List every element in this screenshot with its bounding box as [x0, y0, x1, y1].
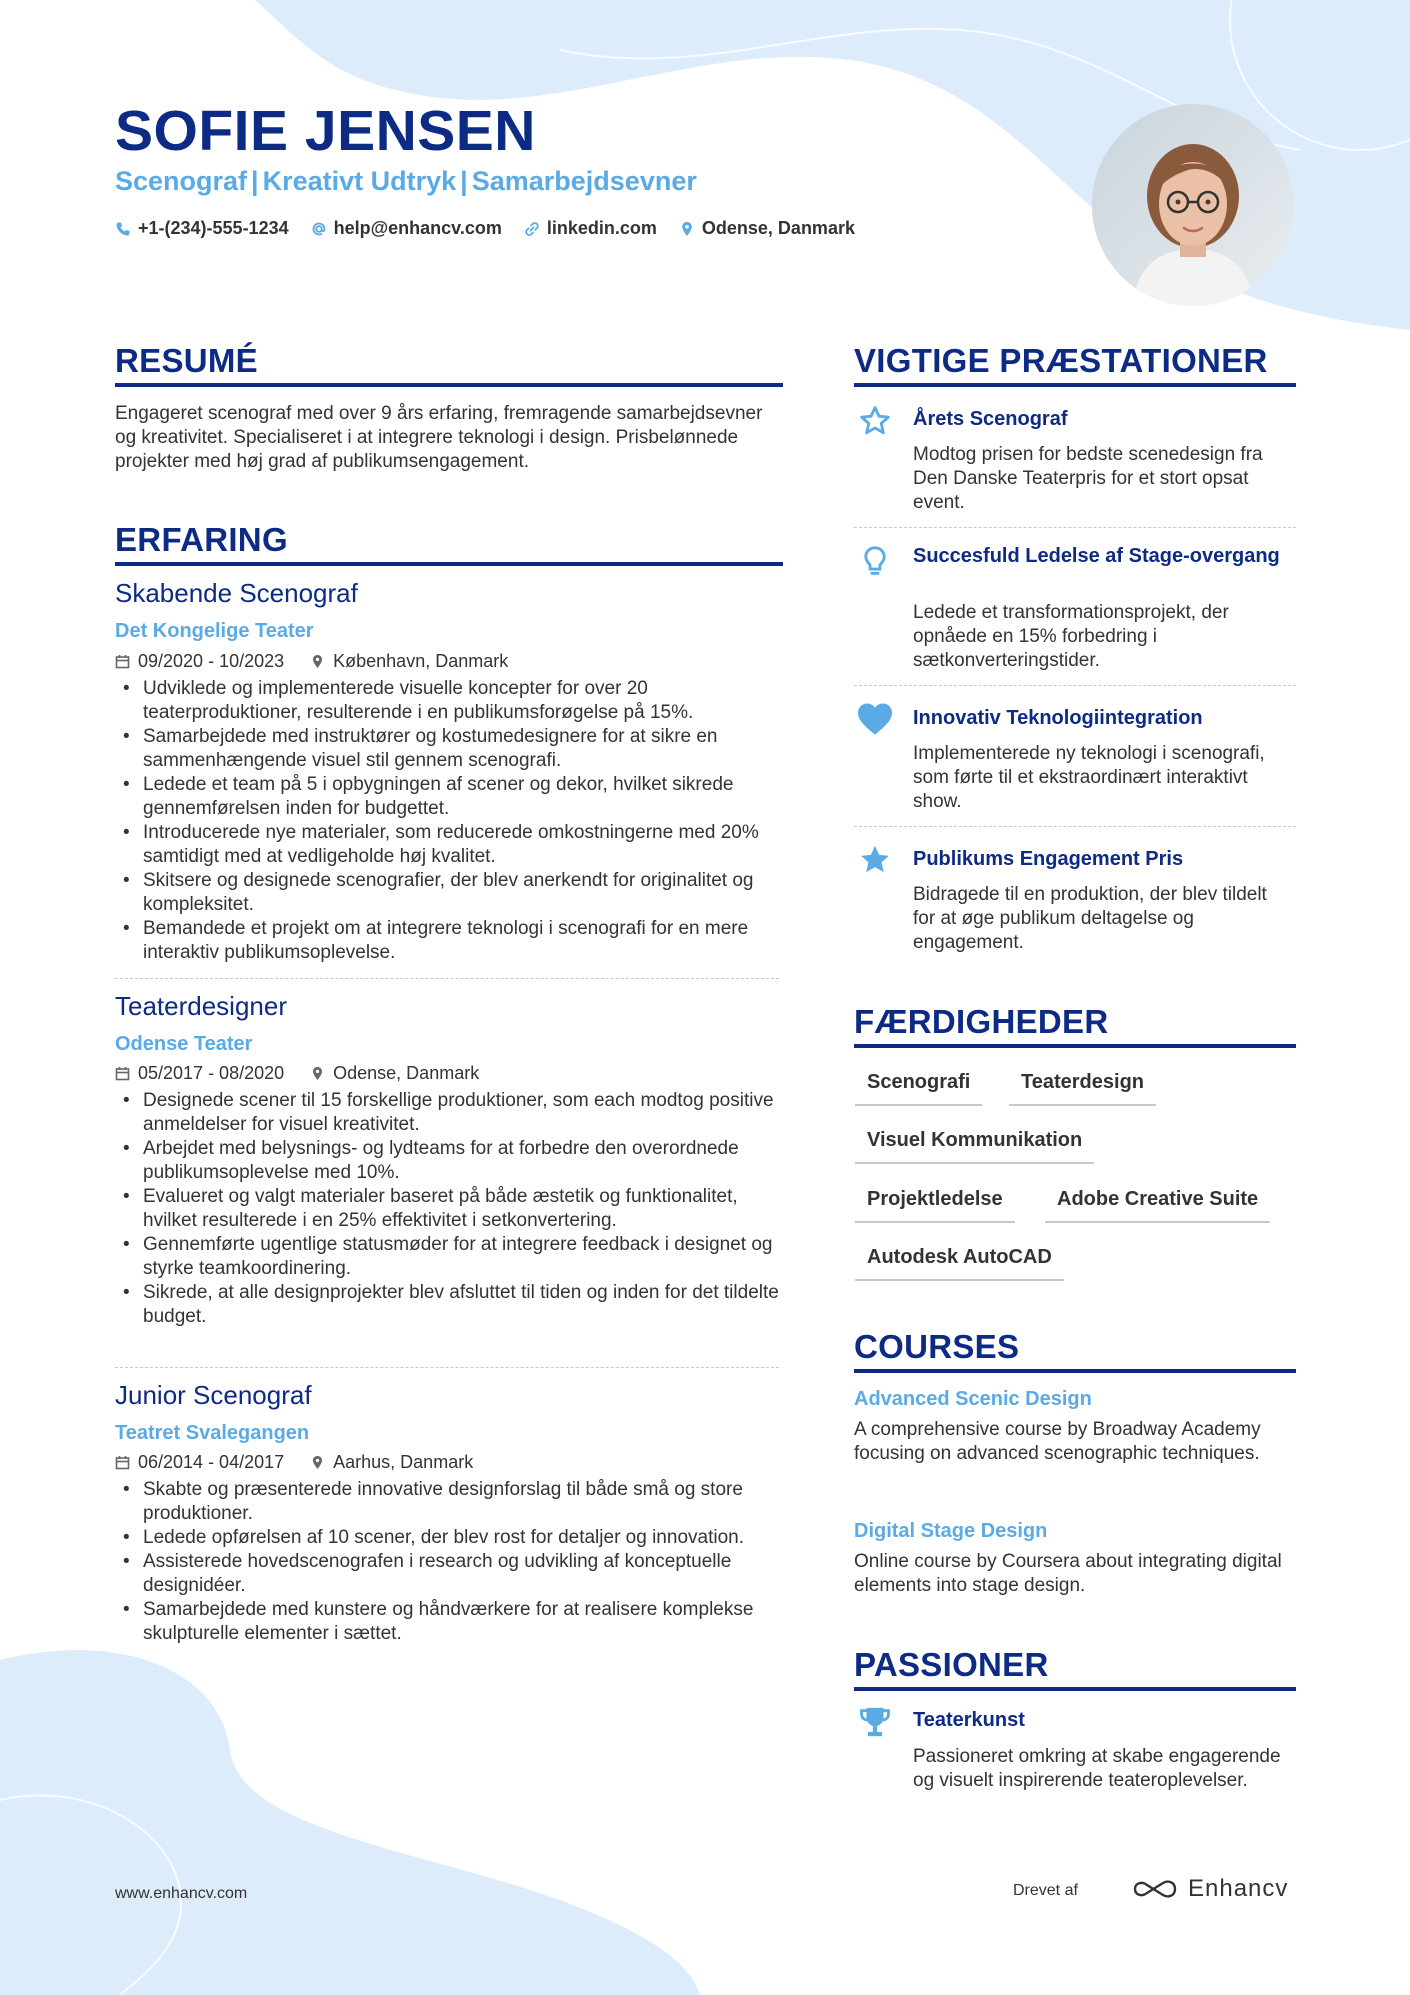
job-location: [310, 1063, 479, 1084]
job-location-text: Odense, Danmark: [333, 1063, 480, 1083]
job-title: Skabende Scenograf: [115, 578, 358, 608]
skill-tag: Projektledelse: [855, 1188, 1015, 1223]
star-icon: [856, 841, 894, 879]
location-text: Odense, Danmark: [701, 218, 855, 238]
achievement-desc: Bidragede til en produktion, der blev tildelt for at øge publikum deltagelse og engagement.: [913, 884, 1267, 953]
heart-icon: [856, 700, 894, 738]
phone-icon: [115, 221, 131, 237]
job-location: [310, 651, 508, 672]
tagline-separator: |: [251, 166, 259, 196]
lightbulb-icon: [856, 543, 894, 581]
linkedin-text: linkedin.com: [546, 218, 657, 238]
job-dates: [115, 651, 284, 672]
job-location: [310, 1452, 473, 1473]
contact-location: [679, 218, 855, 239]
job-divider: [115, 978, 779, 979]
bullet-item: • Sikrede, at alle designprojekter blev afsluttet til tiden og inden for det tildelte budget.: [115, 1281, 785, 1329]
calendar-icon: [115, 1455, 130, 1470]
profile-photo-illustration: [1092, 104, 1294, 306]
skills-section-title: FÆRDIGHEDER: [854, 1003, 1109, 1040]
calendar-icon: [115, 654, 130, 669]
trophy-icon: [856, 1703, 894, 1741]
tagline-item: Scenograf: [115, 166, 248, 196]
job-company: Det Kongelige Teater: [115, 620, 314, 642]
tagline: [115, 166, 697, 197]
job-location-text: Aarhus, Danmark: [333, 1452, 474, 1472]
course-title: Digital Stage Design: [854, 1520, 1048, 1542]
bullet-item: • Ledede et team på 5 i opbygningen af scener og dekor, hvilket sikrede gennemførelsen inden for budgettet.: [115, 773, 785, 821]
candidate-name: SOFIE JENSEN: [115, 99, 536, 163]
job-company: Odense Teater: [115, 1033, 253, 1055]
achievement-title: Innovativ Teknologiintegration: [913, 707, 1203, 729]
achievement-title: Årets Scenograf: [913, 408, 1068, 430]
link-icon: [524, 221, 540, 237]
contact-linkedin[interactable]: [524, 218, 657, 239]
location-pin-icon: [310, 1066, 325, 1081]
skill-tag: Teaterdesign: [1009, 1071, 1156, 1106]
experience-section-rule: [115, 562, 783, 566]
achievement-divider: [854, 527, 1296, 528]
calendar-icon: [115, 1066, 130, 1081]
passion-title: Teaterkunst: [913, 1709, 1025, 1731]
achievements-section-rule: [854, 383, 1296, 387]
skill-tag: Adobe Creative Suite: [1045, 1188, 1270, 1223]
bullet-item: • Gennemførte ugentlige statusmøder for at integrere feedback i designet og styrke teamkoordinering.: [115, 1233, 785, 1281]
achievements-section-title: VIGTIGE PRÆSTATIONER: [854, 342, 1268, 379]
bullet-item: • Udviklede og implementerede visuelle koncepter for over 20 teaterproduktioner, resulterende i en publikumsforøgelse på 15%.: [115, 677, 785, 725]
at-icon: [311, 221, 327, 237]
summary-text: Engageret scenograf med over 9 års erfaring, fremragende samarbejdsevner og kreativitet. Specialiseret i at integrere teknologi i design. Prisbelønnede projekter med høj grad af publikumsengagement.: [115, 403, 763, 472]
job-meta: [115, 1452, 473, 1473]
achievement-desc: Implementerede ny teknologi i scenografi, som førte til et ekstraordinært interaktivt show.: [913, 743, 1265, 812]
tagline-item: Kreativt Udtryk: [262, 166, 457, 196]
bullet-item: • Samarbejdede med instruktører og kostumedesignere for at sikre en sammenhængende visuel stil gennem scenografi.: [115, 725, 785, 773]
email-text: help@enhancv.com: [333, 218, 502, 238]
tagline-item: Samarbejdsevner: [471, 166, 697, 196]
bullet-item: • Designede scener til 15 forskellige produktioner, som each modtog positive anmeldelser for visuel kreativitet.: [115, 1089, 785, 1137]
tagline-separator: |: [460, 166, 468, 196]
passions-section-rule: [854, 1687, 1296, 1691]
course-title: Advanced Scenic Design: [854, 1388, 1092, 1410]
bullet-item: • Introducerede nye materialer, som reducerede omkostningerne med 20% samtidigt med at vedligeholde høj kvalitet.: [115, 821, 785, 869]
job-dates-text: 05/2017 - 08/2020: [138, 1063, 285, 1083]
achievement-divider: [854, 826, 1296, 827]
bullet-item: • Evalueret og valgt materialer baseret på både æstetik og funktionalitet, hvilket resulterede i en 25% effektivitet i setkonvertering.: [115, 1185, 785, 1233]
job-location-text: København, Danmark: [333, 651, 509, 671]
contact-email[interactable]: [311, 218, 502, 239]
job-title: Teaterdesigner: [115, 991, 287, 1021]
brand-name: Enhancv: [1188, 1875, 1289, 1902]
phone-text: +1-(234)-555-1234: [138, 218, 289, 238]
skill-tag: Scenografi: [855, 1071, 982, 1106]
bullet-item: • Samarbejdede med kunstere og håndværkere for at realisere komplekse skulpturelle elementer i sættet.: [115, 1598, 785, 1646]
summary-section-title: RESUMÉ: [115, 342, 258, 379]
job-dates: [115, 1063, 284, 1084]
skill-tag: Autodesk AutoCAD: [855, 1246, 1064, 1281]
job-dates-text: 06/2014 - 04/2017: [138, 1452, 285, 1472]
bullet-item: • Bemandede et projekt om at integrere teknologi i scenografi for en mere interaktiv publikumsoplevelse.: [115, 917, 785, 965]
job-bullets: [115, 1089, 785, 1329]
powered-by-label: Drevet af: [1013, 1882, 1078, 1899]
passion-desc: Passioneret omkring at skabe engagerende og visuelt inspirerende teateroplevelser.: [913, 1746, 1281, 1791]
achievement-desc: Modtog prisen for bedste scenedesign fra Den Danske Teaterpris for et stort opsat event.: [913, 444, 1263, 513]
courses-section-title: COURSES: [854, 1328, 1020, 1365]
job-divider: [115, 1367, 779, 1368]
location-pin-icon: [310, 654, 325, 669]
experience-section-title: ERFARING: [115, 521, 288, 558]
contact-phone[interactable]: [115, 218, 289, 239]
achievement-title: Succesfuld Ledelse af Stage-overgang: [913, 545, 1280, 567]
bullet-item: • Skabte og præsenterede innovative designforslag til både små og store produktioner.: [115, 1478, 785, 1526]
course-desc: A comprehensive course by Broadway Academy focusing on advanced scenographic techniques.: [854, 1419, 1261, 1464]
job-title: Junior Scenograf: [115, 1380, 312, 1410]
job-meta: [115, 1063, 479, 1084]
enhancv-logo-icon: [1132, 1877, 1178, 1901]
achievement-desc: Ledede et transformationsprojekt, der opnåede en 15% forbedring i sætkonverteringstider.: [913, 602, 1229, 671]
job-bullets: [115, 1478, 785, 1646]
bullet-item: • Assisterede hovedscenografen i research og udvikling af konceptuelle designidéer.: [115, 1550, 785, 1598]
footer-website-link[interactable]: www.enhancv.com: [115, 1885, 248, 1902]
job-bullets: [115, 677, 785, 965]
courses-section-rule: [854, 1369, 1296, 1373]
course-desc: Online course by Coursera about integrating digital elements into stage design.: [854, 1551, 1282, 1596]
achievement-divider: [854, 685, 1296, 686]
contact-bar: [115, 218, 855, 239]
bullet-item: • Skitsere og designede scenografier, der blev anerkendt for originalitet og kompleksitet.: [115, 869, 785, 917]
location-pin-icon: [679, 221, 695, 237]
passions-section-title: PASSIONER: [854, 1646, 1049, 1683]
job-dates: [115, 1452, 284, 1473]
bullet-item: • Arbejdet med belysnings- og lydteams for at forbedre den overordnede publikumsoplevelse med 10%.: [115, 1137, 785, 1185]
star-outline-icon: [856, 402, 894, 440]
job-dates-text: 09/2020 - 10/2023: [138, 651, 285, 671]
profile-photo: [1092, 104, 1294, 306]
skills-section-rule: [854, 1044, 1296, 1048]
location-pin-icon: [310, 1455, 325, 1470]
achievement-title: Publikums Engagement Pris: [913, 848, 1184, 870]
skill-tag: Visuel Kommunikation: [855, 1129, 1094, 1164]
job-meta: [115, 651, 508, 672]
brand-logo[interactable]: [1132, 1875, 1288, 1903]
summary-section-rule: [115, 383, 783, 387]
bullet-item: • Ledede opførelsen af 10 scener, der blev rost for detaljer og innovation.: [115, 1526, 785, 1550]
job-company: Teatret Svalegangen: [115, 1422, 310, 1444]
